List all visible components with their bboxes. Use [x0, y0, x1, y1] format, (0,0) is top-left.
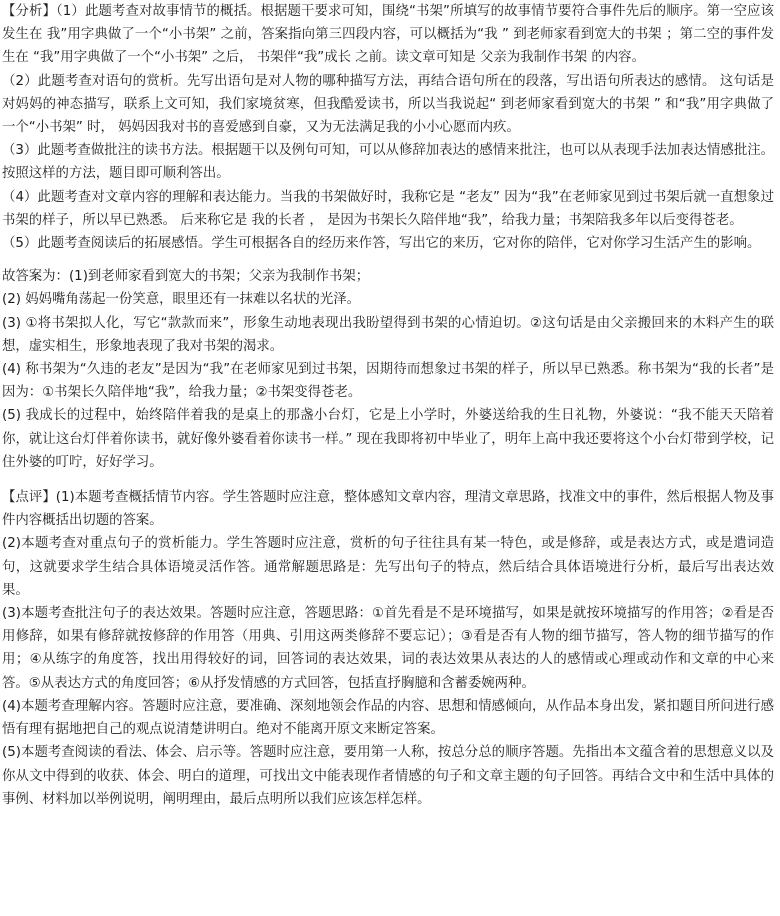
answer-2: (2) 妈妈嘴角荡起一份笑意，眼里还有一抹难以名状的光泽。: [2, 292, 360, 308]
answer-5: (5) 我成长的过程中，始终陪伴着我的是桌上的那盏小台灯，它是上小学时，外婆送给我的生日礼物，外婆说：“我不能天天陪着你，就让这台灯伴着你读书，就好像外婆看着你读书一样。” 现在我即将初中毕业了，明年上高中我还要将这个小台灯带到学校，记住外婆的叮咛，好好学习。: [2, 408, 774, 470]
analysis-paragraph-5: （5）此题考查阅读后的拓展感悟。学生可根据各自的经历来作答，写出它的来历，它对你的陪伴，它对你学习生活产生的影响。: [2, 236, 761, 252]
answer-section: [2, 265, 774, 474]
comment-4: (4)本题考查理解内容。答题时应注意，要准确、深刻地领会作品的内容、思想和情感倾向，从作品本身出发，紧扣题目所问进行感悟有理有据地把自己的观点说清楚讲明白。绝对不能离开原文来断定答案。: [2, 698, 774, 738]
comment-5: (5)本题考查阅读的看法、体会、启示等。答题时应注意，要用第一人称，按总分总的顺序答题。先指出本文蕴含着的思想意义以及你从文中得到的收获、体会、明白的道理，可找出文中能表现作者情感的句子和文章主题的句子回答。再结合文中和生活中具体的事例、材料加以举例说明，阐明理由，最后点明所以我们应该怎样怎样。: [2, 745, 774, 807]
analysis-paragraph-3: （3）此题考查做批注的读书方法。根据题干以及例句可知，可以从修辞加表达的感情来批注，也可以从表现手法加表达情感批注。按照这样的方法，题目即可顺利答出。: [2, 143, 774, 182]
analysis-paragraph-2: （2）此题考查对语句的赏析。先写出语句是对人物的哪种描写方法，再结合语句所在的段落，写出语句所表达的感情。 这句话是对妈妈的神态描写，联系上文可知，我们家境贫寒，但我酷爱读书，所以当我说起“ 到老师家看到宽大的书架 ” 和“我”用字典做了一个“小书架” 时， 妈妈因我对书的喜爱感到自豪，又为无法满足我的小小心愿而内疚。: [2, 73, 774, 136]
answer-3: (3) ①将书架拟人化，写它“款款而来”，形象生动地表现出我盼望得到书架的心情迫切。②这句话是由父亲搬回来的木料产生的联想，虚实相生，形象地表现了我对书架的渴求。: [2, 315, 774, 354]
answer-intro: 故答案为：(1)到老师家看到宽大的书架；父亲为我制作书架；: [2, 269, 370, 285]
comment-section: [2, 486, 774, 811]
analysis-paragraph-1: 【分析】（1）此题考查对故事情节的概括。根据题干要求可知，围绕“书架”所填写的故事情节要符合事件先后的顺序。第一空应该发生在 我”用字典做了一个“小书架” 之前，答案指向第三四段内容，可以概括为“我 ” 到老师家看到宽大的书架 ；第二空的事件发生在 “我”用字典做了一个“小书架” 之后， 书架伴“我”成长 之前。读文章可知是 父亲为我制作书架 的内容。: [2, 4, 774, 66]
section-spacer: [2, 255, 774, 265]
answer-4: (4) 称书架为“久违的老友”是因为“我”在老师家见到过书架，因期待而想象过书架的样子，所以早已熟悉。称书架为“我的长者”是因为：①书架长久陪伴地“我”，给我力量；②书架变得苍老。: [2, 362, 774, 401]
analysis-paragraph-4: （4）此题考查对文章内容的理解和表达能力。当我的书架做好时，我称它是 “老友” 因为“我”在老师家见到过书架后就一直想象过书架的样子，所以早已熟悉。 后来称它是 我的长者 ， 是因为书架长久陪伴地“我”，给我力量；书架陪我多年以后变得苍老。: [2, 189, 774, 228]
comment-2: (2)本题考查对重点句子的赏析能力。学生答题时应注意，赏析的句子往往具有某一特色，或是修辞，或是表达方式，或是遣词造句，这就要求学生结合具体语境灵活作答。通常解题思路是：先写出句子的特点，然后结合具体语境进行分析，最后写出表达效果。: [2, 536, 774, 598]
section-spacer: [2, 474, 774, 486]
analysis-section: [2, 0, 774, 255]
comment-3: (3)本题考查批注句子的表达效果。答题时应注意，答题思路：①首先看是不是环境描写，如果是就按环境描写的作用答；②看是否用修辞，如果有修辞就按修辞的作用答（用典、引用这两类修辞不要忘记）；③看是否有人物的细节描写，答人物的细节描写的作用；④从练字的角度答，找出用得较好的词，回答词的表达效果，词的表达效果从表达的人的感情或心理或动作和文章的中心来答。⑤从表达方式的角度回答；⑥从抒发情感的方式回答，包括直抒胸臆和含蓄委婉两种。: [2, 606, 774, 691]
comment-1: 【点评】(1)本题考查概括情节内容。学生答题时应注意，整体感知文章内容，理清文章思路，找准文中的事件，然后根据人物及事件内容概括出切题的答案。: [2, 490, 774, 529]
